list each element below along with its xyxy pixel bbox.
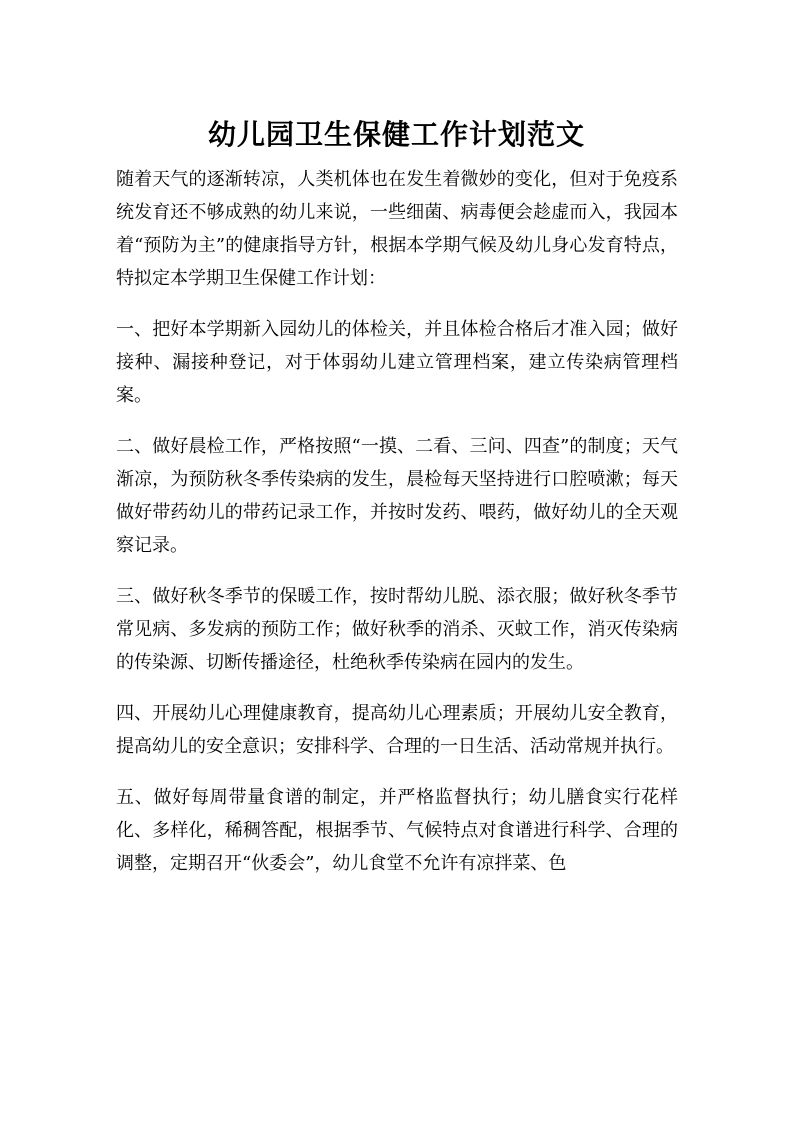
document-body bbox=[116, 163, 678, 898]
paragraph-item-2: 二、做好晨检工作，严格按照“一摸、二看、三问、四查”的制度；天气渐凉，为预防秋冬季传染病的发生，晨检每天坚持进行口腔喷漱；每天做好带药幼儿的带药记录工作，并按时发药、喂药，做好幼儿的全天观察记录。 bbox=[116, 436, 678, 556]
paragraph-item-5: 五、做好每周带量食谱的制定，并严格监督执行；幼儿膳食实行花样化、多样化，稀稠答配，根据季节、气候特点对食谱进行科学、合理的调整，定期召开“伙委会”，幼儿食堂不允许有凉拌菜、色 bbox=[116, 787, 678, 874]
paragraph-intro: 随着天气的逐渐转凉，人类机体也在发生着微妙的变化，但对于免疫系统发育还不够成熟的幼儿来说，一些细菌、病毒便会趁虚而入，我园本着“预防为主”的健康指导方针，根据本学期气候及幼儿身心发育特点，特拟定本学期卫生保健工作计划： bbox=[116, 169, 678, 289]
document-title: 幼儿园卫生保健工作计划范文 bbox=[207, 117, 585, 151]
paragraph-item-3: 三、做好秋冬季节的保暖工作，按时帮幼儿脱、添衣服；做好秋冬季节常见病、多发病的预防工作；做好秋季的消杀、灭蚊工作，消灭传染病的传染源、切断传播途径，杜绝秋季传染病在园内的发生。 bbox=[116, 586, 678, 673]
paragraph-item-4: 四、开展幼儿心理健康教育，提高幼儿心理素质；开展幼儿安全教育，提高幼儿的安全意识；安排科学、合理的一日生活、活动常规并执行。 bbox=[116, 703, 678, 757]
paragraph-item-1: 一、把好本学期新入园幼儿的体检关，并且体检合格后才准入园；做好接种、漏接种登记，对于体弱幼儿建立管理档案，建立传染病管理档案。 bbox=[116, 319, 678, 406]
